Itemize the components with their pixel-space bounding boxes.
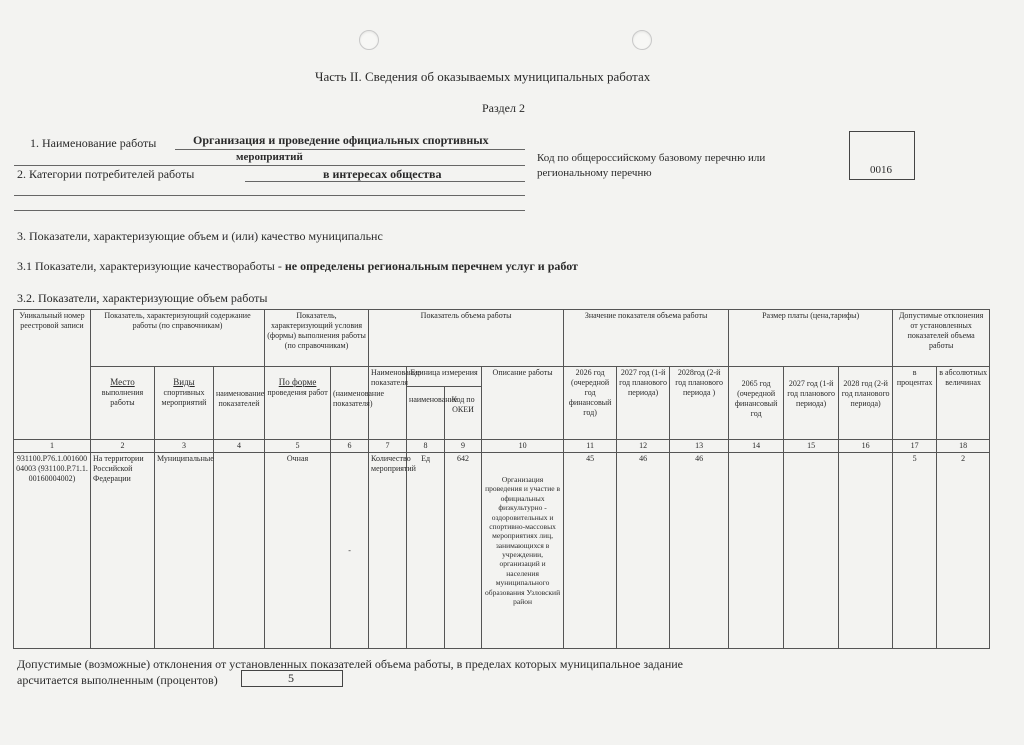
sub-place	[91, 367, 155, 440]
header-fee: Размер платы (цена,тарифы)	[729, 310, 893, 367]
work-name-label: 1. Наименование работы	[30, 136, 157, 150]
cell-empty-4	[214, 453, 265, 649]
cell-types: Муниципальные	[155, 453, 214, 649]
col-number: 17	[893, 440, 937, 453]
col-number: 12	[617, 440, 670, 453]
sub-indicator-names: наименование показателей	[214, 367, 265, 440]
col-number: 3	[155, 440, 214, 453]
sub-place-title: Место	[110, 377, 135, 387]
volume-heading: 3.2. Показатели, характеризующие объем работы	[17, 291, 268, 305]
consumers-label: 2. Категории потребителей работы	[17, 167, 195, 181]
table-row	[14, 453, 990, 649]
sub-place-detail: выполнения работы	[101, 388, 144, 408]
blank-line-2	[14, 210, 525, 211]
cell-unique-number: 931100.Р76.1.00160004003 (931100.Р.71.1.00160004002)	[14, 453, 91, 649]
dash-mark: -	[348, 545, 351, 555]
cell-value-2028: 46	[670, 453, 729, 649]
cell-okei: 642	[445, 453, 482, 649]
sub-unit: Единица измерения	[407, 367, 482, 387]
cell-fee-3	[839, 453, 893, 649]
col-number: 6	[331, 440, 369, 453]
col-number: 15	[784, 440, 839, 453]
col-number: 7	[369, 440, 407, 453]
header-volume-values: Значение показателя объема работы	[564, 310, 729, 367]
sub-fee-2027: 2027 год (1-й год планового периода)	[784, 367, 839, 440]
blank-line-1	[14, 195, 525, 196]
consumers-value: в интересах общества	[323, 167, 442, 181]
header-deviation: Допустимые отклонения от установленных показателей объема работы	[893, 310, 990, 367]
sub-year-2028: 2028год (2-й год планового периода )	[670, 367, 729, 440]
cell-deviation-percent: 5	[893, 453, 937, 649]
code-value: 0016	[870, 164, 892, 176]
code-label-2: региональному перечню	[537, 167, 652, 179]
cell-fee-2	[784, 453, 839, 649]
cell-dash	[331, 453, 369, 649]
col-number: 5	[265, 440, 331, 453]
column-numbers-row	[14, 440, 990, 453]
volume-indicators-table	[13, 309, 990, 649]
col-number: 11	[564, 440, 617, 453]
sub-absolute: в абсолютных величинах	[937, 367, 990, 440]
work-name-underline-2	[14, 165, 525, 166]
cell-description: Организация проведения и участие в официальных физкультурно - оздоровительных и спортивно-массовых мероприятиях лиц, занимающихся в учреждении, организаций и населения муниципального образования Узловский район	[482, 453, 564, 649]
sub-fee-2065: 2065 год (очередной финансовый год	[729, 367, 784, 440]
cell-unit: Ед	[407, 453, 445, 649]
work-name-value-2: мероприятий	[236, 151, 303, 163]
footer-value: 5	[288, 671, 294, 685]
quality-heading-text: 3.1 Показатели, характеризующие качестворaботы -	[17, 259, 285, 273]
sub-percent: в процентах	[893, 367, 937, 440]
quality-heading	[17, 259, 578, 274]
sub-indicator-name-2: (наименование показателя)	[331, 367, 369, 440]
punch-hole-right	[632, 30, 652, 50]
col-number: 8	[407, 440, 445, 453]
sub-okei: Код по ОКЕИ	[445, 387, 482, 440]
sub-indicator-name: Наименование показателя	[369, 367, 407, 440]
sub-types-detail: спортивных мероприятий	[161, 388, 207, 408]
code-label-1: Код по общероссийскому базовому перечню или	[537, 152, 766, 164]
footer-text-2: арсчитается выполненным (процентов)	[17, 673, 218, 687]
col-number: 10	[482, 440, 564, 453]
footer-text-1: Допустимые (возможные) отклонения от установленных показателей объема работы, в пределах которых муниципальное задание	[17, 657, 684, 671]
col-number: 9	[445, 440, 482, 453]
header-volume-indicator: Показатель объема работы	[369, 310, 564, 367]
sub-types	[155, 367, 214, 440]
col-number: 1	[14, 440, 91, 453]
cell-fee-1	[729, 453, 784, 649]
col-number: 18	[937, 440, 990, 453]
col-number: 14	[729, 440, 784, 453]
col-number: 2	[91, 440, 155, 453]
header-unique-number: Уникальный номер реестровой записи	[14, 310, 91, 440]
col-number: 4	[214, 440, 265, 453]
cell-value-2026: 45	[564, 453, 617, 649]
work-name-underline-1	[175, 149, 525, 150]
cell-value-2027: 46	[617, 453, 670, 649]
cell-deviation-absolute: 2	[937, 453, 990, 649]
sub-unit-name: наименование	[407, 387, 445, 440]
header-conditions-indicator: Показатель, характеризующий условия (формы) выполнения работы (по справочникам)	[265, 310, 369, 367]
cell-indicator: Количество мероприятий	[369, 453, 407, 649]
sub-form-title: По форме	[278, 377, 317, 387]
sub-fee-2028: 2028 год (2-й год планового периода)	[839, 367, 893, 440]
work-name-value: Организация и проведение официальных спортивных	[193, 133, 489, 147]
cell-place: На территории Российской Федерации	[91, 453, 155, 649]
quality-heading-bold: не определены региональным перечнем услуг и работ	[284, 259, 578, 273]
col-number: 13	[670, 440, 729, 453]
sub-form-detail: проведения работ	[267, 388, 328, 398]
section-title: Раздел 2	[482, 101, 525, 115]
sub-year-2026: 2026 год (очередной год финансовый год)	[564, 367, 617, 440]
col-number: 16	[839, 440, 893, 453]
consumers-underline	[245, 181, 525, 182]
indicators-heading: 3. Показатели, характеризующие объем и (или) качество муниципальнс	[17, 229, 383, 243]
part-title: Часть II. Сведения об оказываемых муниципальных работах	[315, 69, 651, 84]
sub-form	[265, 367, 331, 440]
sub-year-2027: 2027 год (1-й год планового периода)	[617, 367, 670, 440]
sub-types-title: Виды	[173, 377, 195, 387]
punch-hole-left	[359, 30, 379, 50]
sub-description: Описание работы	[482, 367, 564, 440]
cell-form: Очная	[265, 453, 331, 649]
header-content-indicator: Показатель, характеризующий содержание работы (по справочникам)	[91, 310, 265, 367]
